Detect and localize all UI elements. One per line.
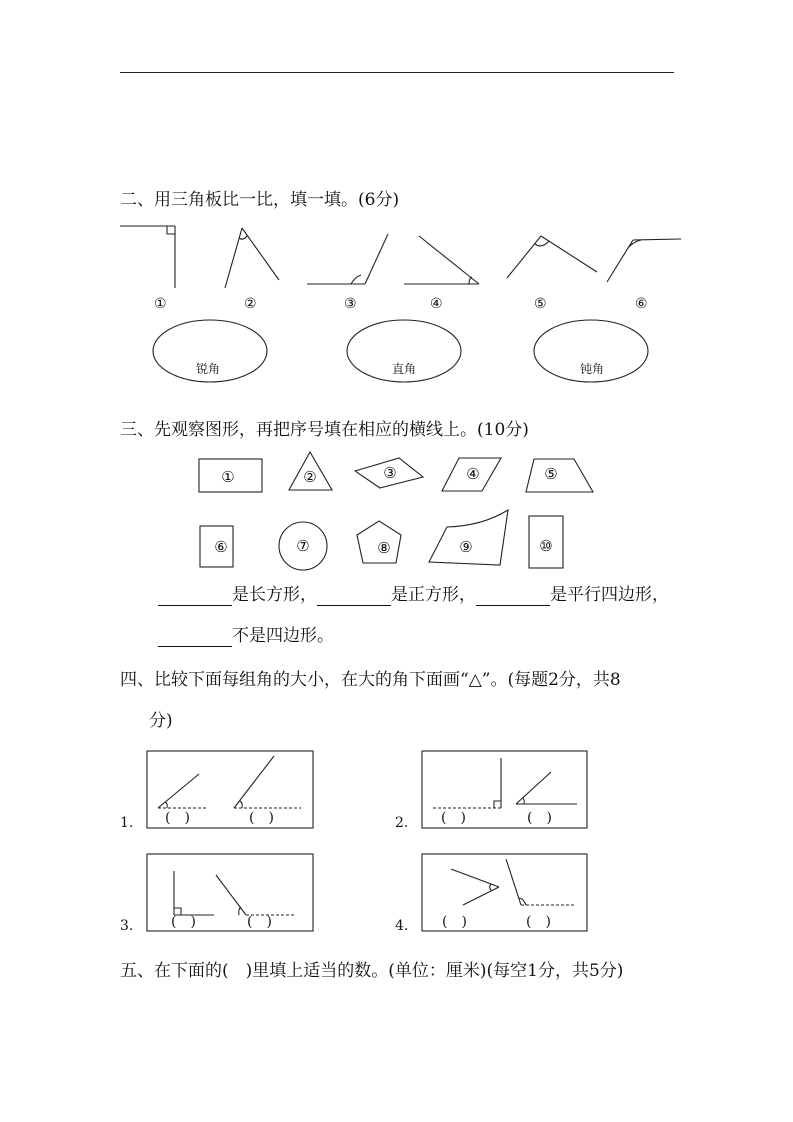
category-right: 直角	[392, 362, 417, 376]
item-3-paren-a[interactable]: ( )	[171, 914, 196, 930]
angle-label-2: ②	[244, 296, 257, 312]
item-4-paren-a[interactable]: ( )	[442, 914, 467, 930]
item-number-1: 1.	[120, 815, 134, 831]
item-number-2: 2.	[395, 815, 409, 831]
category-acute: 锐角	[196, 362, 221, 376]
section5-heading: 五、在下面的( )里填上适当的数。(单位：厘米)(每空1分，共5分)	[120, 961, 624, 981]
header-rule	[120, 72, 674, 73]
section2-angles	[115, 222, 685, 292]
item-number-4: 4.	[395, 918, 409, 934]
shape-label-6: ⑥	[214, 538, 228, 556]
shape-label-5: ⑤	[544, 465, 558, 483]
angle-6	[607, 239, 681, 282]
item-3-paren-b[interactable]: ( )	[247, 914, 272, 930]
shape-label-4: ④	[466, 465, 480, 483]
angle-label-3: ③	[344, 296, 357, 312]
item-1-paren-b[interactable]: ( )	[249, 810, 274, 826]
section4-heading-line1: 四、比较下面每组角的大小，在大的角下面画“△”。(每题2分，共8	[120, 670, 621, 690]
text-parallelogram: 是平行四边形，	[550, 585, 669, 605]
category-obtuse: 钝角	[580, 362, 605, 376]
shape-label-3: ③	[383, 464, 397, 482]
angle-label-6: ⑥	[635, 296, 648, 312]
angle-4	[404, 236, 479, 284]
angle-label-1: ①	[154, 296, 167, 312]
angle-5	[507, 236, 597, 278]
item-4-paren-b[interactable]: ( )	[526, 914, 551, 930]
shape-label-2: ②	[303, 468, 317, 486]
category-ellipses	[150, 318, 680, 388]
text-non-quadrilateral: 不是四边形。	[232, 626, 334, 646]
blank-rectangle[interactable]	[158, 587, 232, 606]
shape-label-9: ⑨	[459, 538, 473, 556]
item-number-3: 3.	[120, 918, 134, 934]
fill-line-1	[158, 584, 669, 606]
blank-parallelogram[interactable]	[476, 587, 550, 606]
blank-square[interactable]	[317, 587, 391, 606]
item-1-paren-a[interactable]: ( )	[165, 810, 190, 826]
angle-1	[120, 226, 175, 288]
shape-label-1: ①	[221, 468, 235, 486]
angle-label-5: ⑤	[534, 296, 547, 312]
blank-non-quadrilateral[interactable]	[158, 628, 232, 647]
section4-heading-line2: 分)	[149, 711, 173, 731]
text-square: 是正方形，	[391, 585, 476, 605]
section3-heading: 三、先观察图形，再把序号填在相应的横线上。(10分)	[120, 420, 529, 440]
angle-3	[307, 234, 388, 284]
shape-label-10: ⑩	[539, 537, 553, 555]
text-rectangle: 是长方形，	[232, 585, 317, 605]
fill-line-2	[158, 625, 334, 647]
item-2-paren-b[interactable]: ( )	[527, 810, 552, 826]
item-2-paren-a[interactable]: ( )	[441, 810, 466, 826]
angle-2	[225, 228, 279, 288]
section2-heading: 二、用三角板比一比，填一填。(6分)	[120, 190, 400, 210]
angle-label-4: ④	[430, 296, 443, 312]
shape-label-8: ⑧	[377, 539, 391, 557]
shape-label-7: ⑦	[296, 537, 310, 555]
